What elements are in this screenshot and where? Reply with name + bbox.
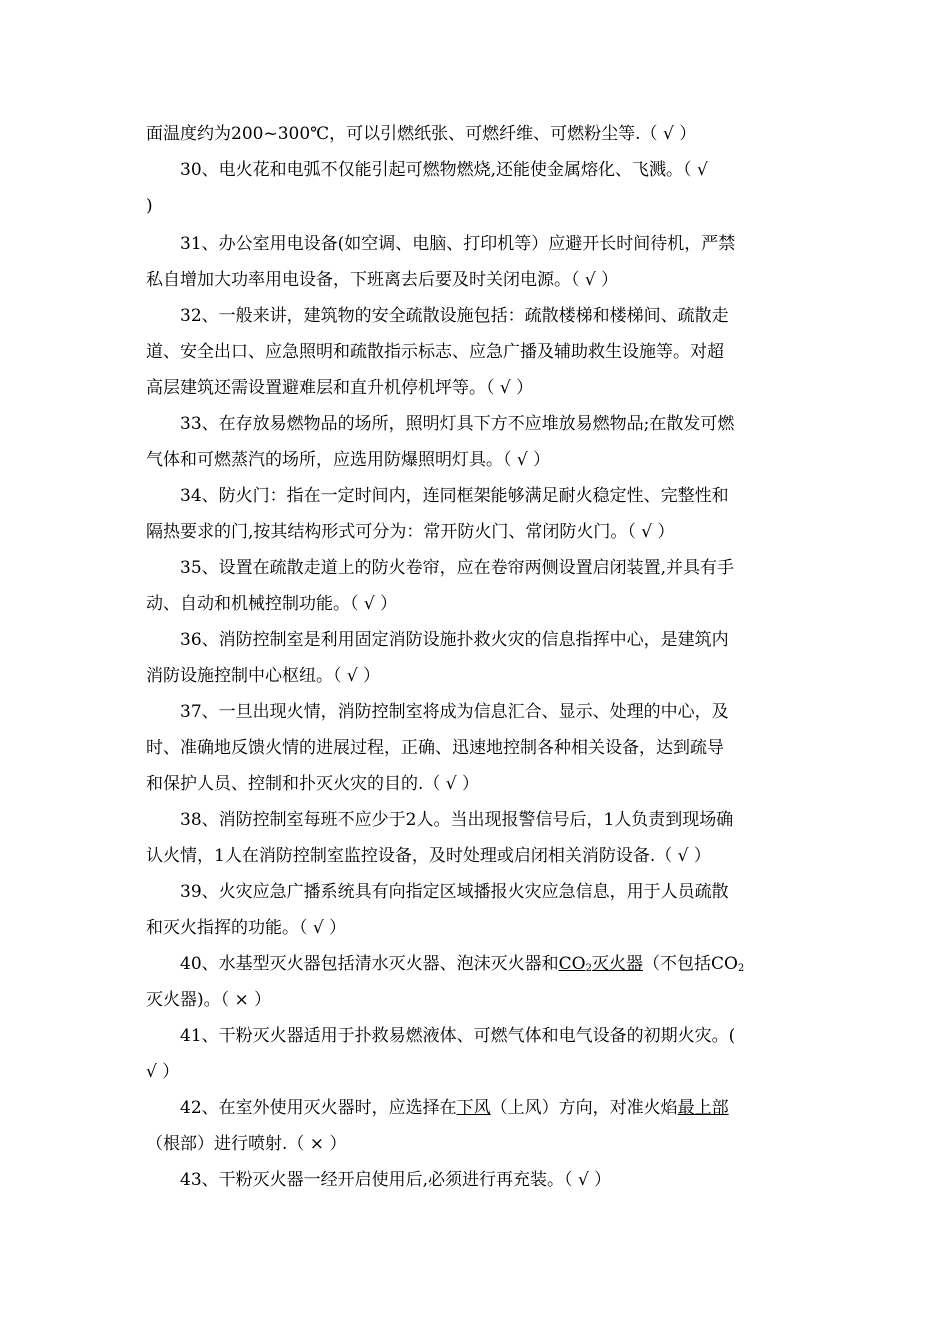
text-line: 面温度约为200~300℃，可以引燃纸张、可燃纤维、可燃粉尘等.（ √ ）	[146, 124, 697, 144]
text-line: 31、办公室用电设备(如空调、电脑、打印机等）应避开长时间待机，严禁	[180, 234, 736, 254]
text-line: 34、防火门：指在一定时间内，连同框架能够满足耐火稳定性、完整性和	[180, 486, 729, 506]
text-line: 动、自动和机械控制功能。（ √ ）	[146, 594, 398, 614]
text-line: 43、干粉灭火器一经开启使用后,必须进行再充装。（ √ ）	[180, 1170, 612, 1190]
text-line: 30、电火花和电弧不仅能引起可燃物燃烧,还能使金属熔化、飞溅。（ √	[180, 160, 708, 180]
text-line: 气体和可燃蒸汽的场所，应选用防爆照明灯具。（ √ ）	[146, 450, 551, 470]
text-segment: 灭火器	[591, 954, 643, 974]
subscript: 2	[585, 963, 592, 974]
text-line: 灭火器)。（ × ）	[146, 990, 272, 1010]
text-segment: CO	[558, 954, 586, 974]
text-line: 33、在存放易燃物品的场所，照明灯具下方不应堆放易燃物品;在散发可燃	[180, 414, 735, 434]
question-40-line	[180, 954, 744, 979]
text-line: 和灭火指挥的功能。（ √ ）	[146, 918, 347, 938]
text-line: 认火情，1人在消防控制室监控设备，及时处理或启闭相关消防设备.（ √ ）	[146, 846, 711, 866]
text-line: 37、一旦出现火情，消防控制室将成为信息汇合、显示、处理的中心，及	[180, 702, 729, 722]
subscript: 2	[737, 963, 745, 974]
text-segment: 42、在室外使用灭火器时，应选择在	[180, 1098, 457, 1118]
text-segment: （上风）方向，对准火焰	[490, 1098, 678, 1118]
text-line: 和保护人员、控制和扑灭火灾的目的.（ √ ）	[146, 774, 480, 794]
underlined-term	[559, 954, 643, 974]
text-line: 35、设置在疏散走道上的防火卷帘，应在卷帘两侧设置启闭装置,并具有手	[180, 558, 735, 578]
text-line: 高层建筑还需设置避难层和直升机停机坪等。（ √ ）	[146, 378, 534, 398]
text-line: 39、火灾应急广播系统具有向指定区域播报火灾应急信息，用于人员疏散	[180, 882, 729, 902]
question-42-line	[180, 1098, 729, 1118]
text-line: 36、消防控制室是利用固定消防设施扑救火灾的信息指挥中心，是建筑内	[180, 630, 729, 650]
text-line: 41、干粉灭火器适用于扑救易燃液体、可燃气体和电气设备的初期火灾。(	[180, 1026, 736, 1046]
text-line: 私自增加大功率用电设备，下班离去后要及时关闭电源。（ √ ）	[146, 270, 619, 290]
text-line: 隔热要求的门,按其结构形式可分为：常开防火门、常闭防火门。（ √ ）	[146, 522, 675, 542]
text-line: 时、准确地反馈火情的进展过程，正确、迅速地控制各种相关设备，达到疏导	[146, 738, 724, 758]
text-line: 32、一般来讲，建筑物的安全疏散设施包括：疏散楼梯和楼梯间、疏散走	[180, 306, 729, 326]
text-line: )	[146, 196, 153, 216]
text-line: √ ）	[146, 1062, 180, 1082]
text-segment: 40、水基型灭火器包括清水灭火器、泡沫灭火器和	[180, 954, 559, 974]
text-line: 消防设施控制中心枢纽。（ √ ）	[146, 666, 381, 686]
text-segment: （不包括CO	[642, 954, 738, 974]
text-line: （根部）进行喷射.（ × ）	[146, 1134, 347, 1154]
text-line: 38、消防控制室每班不应少于2人。当出现报警信号后，1人负责到现场确	[180, 810, 734, 830]
text-line: 道、安全出口、应急照明和疏散指示标志、应急广播及辅助救生设施等。对超	[146, 342, 724, 362]
underlined-term: 下风	[456, 1098, 491, 1118]
underlined-term: 最上部	[677, 1098, 729, 1118]
